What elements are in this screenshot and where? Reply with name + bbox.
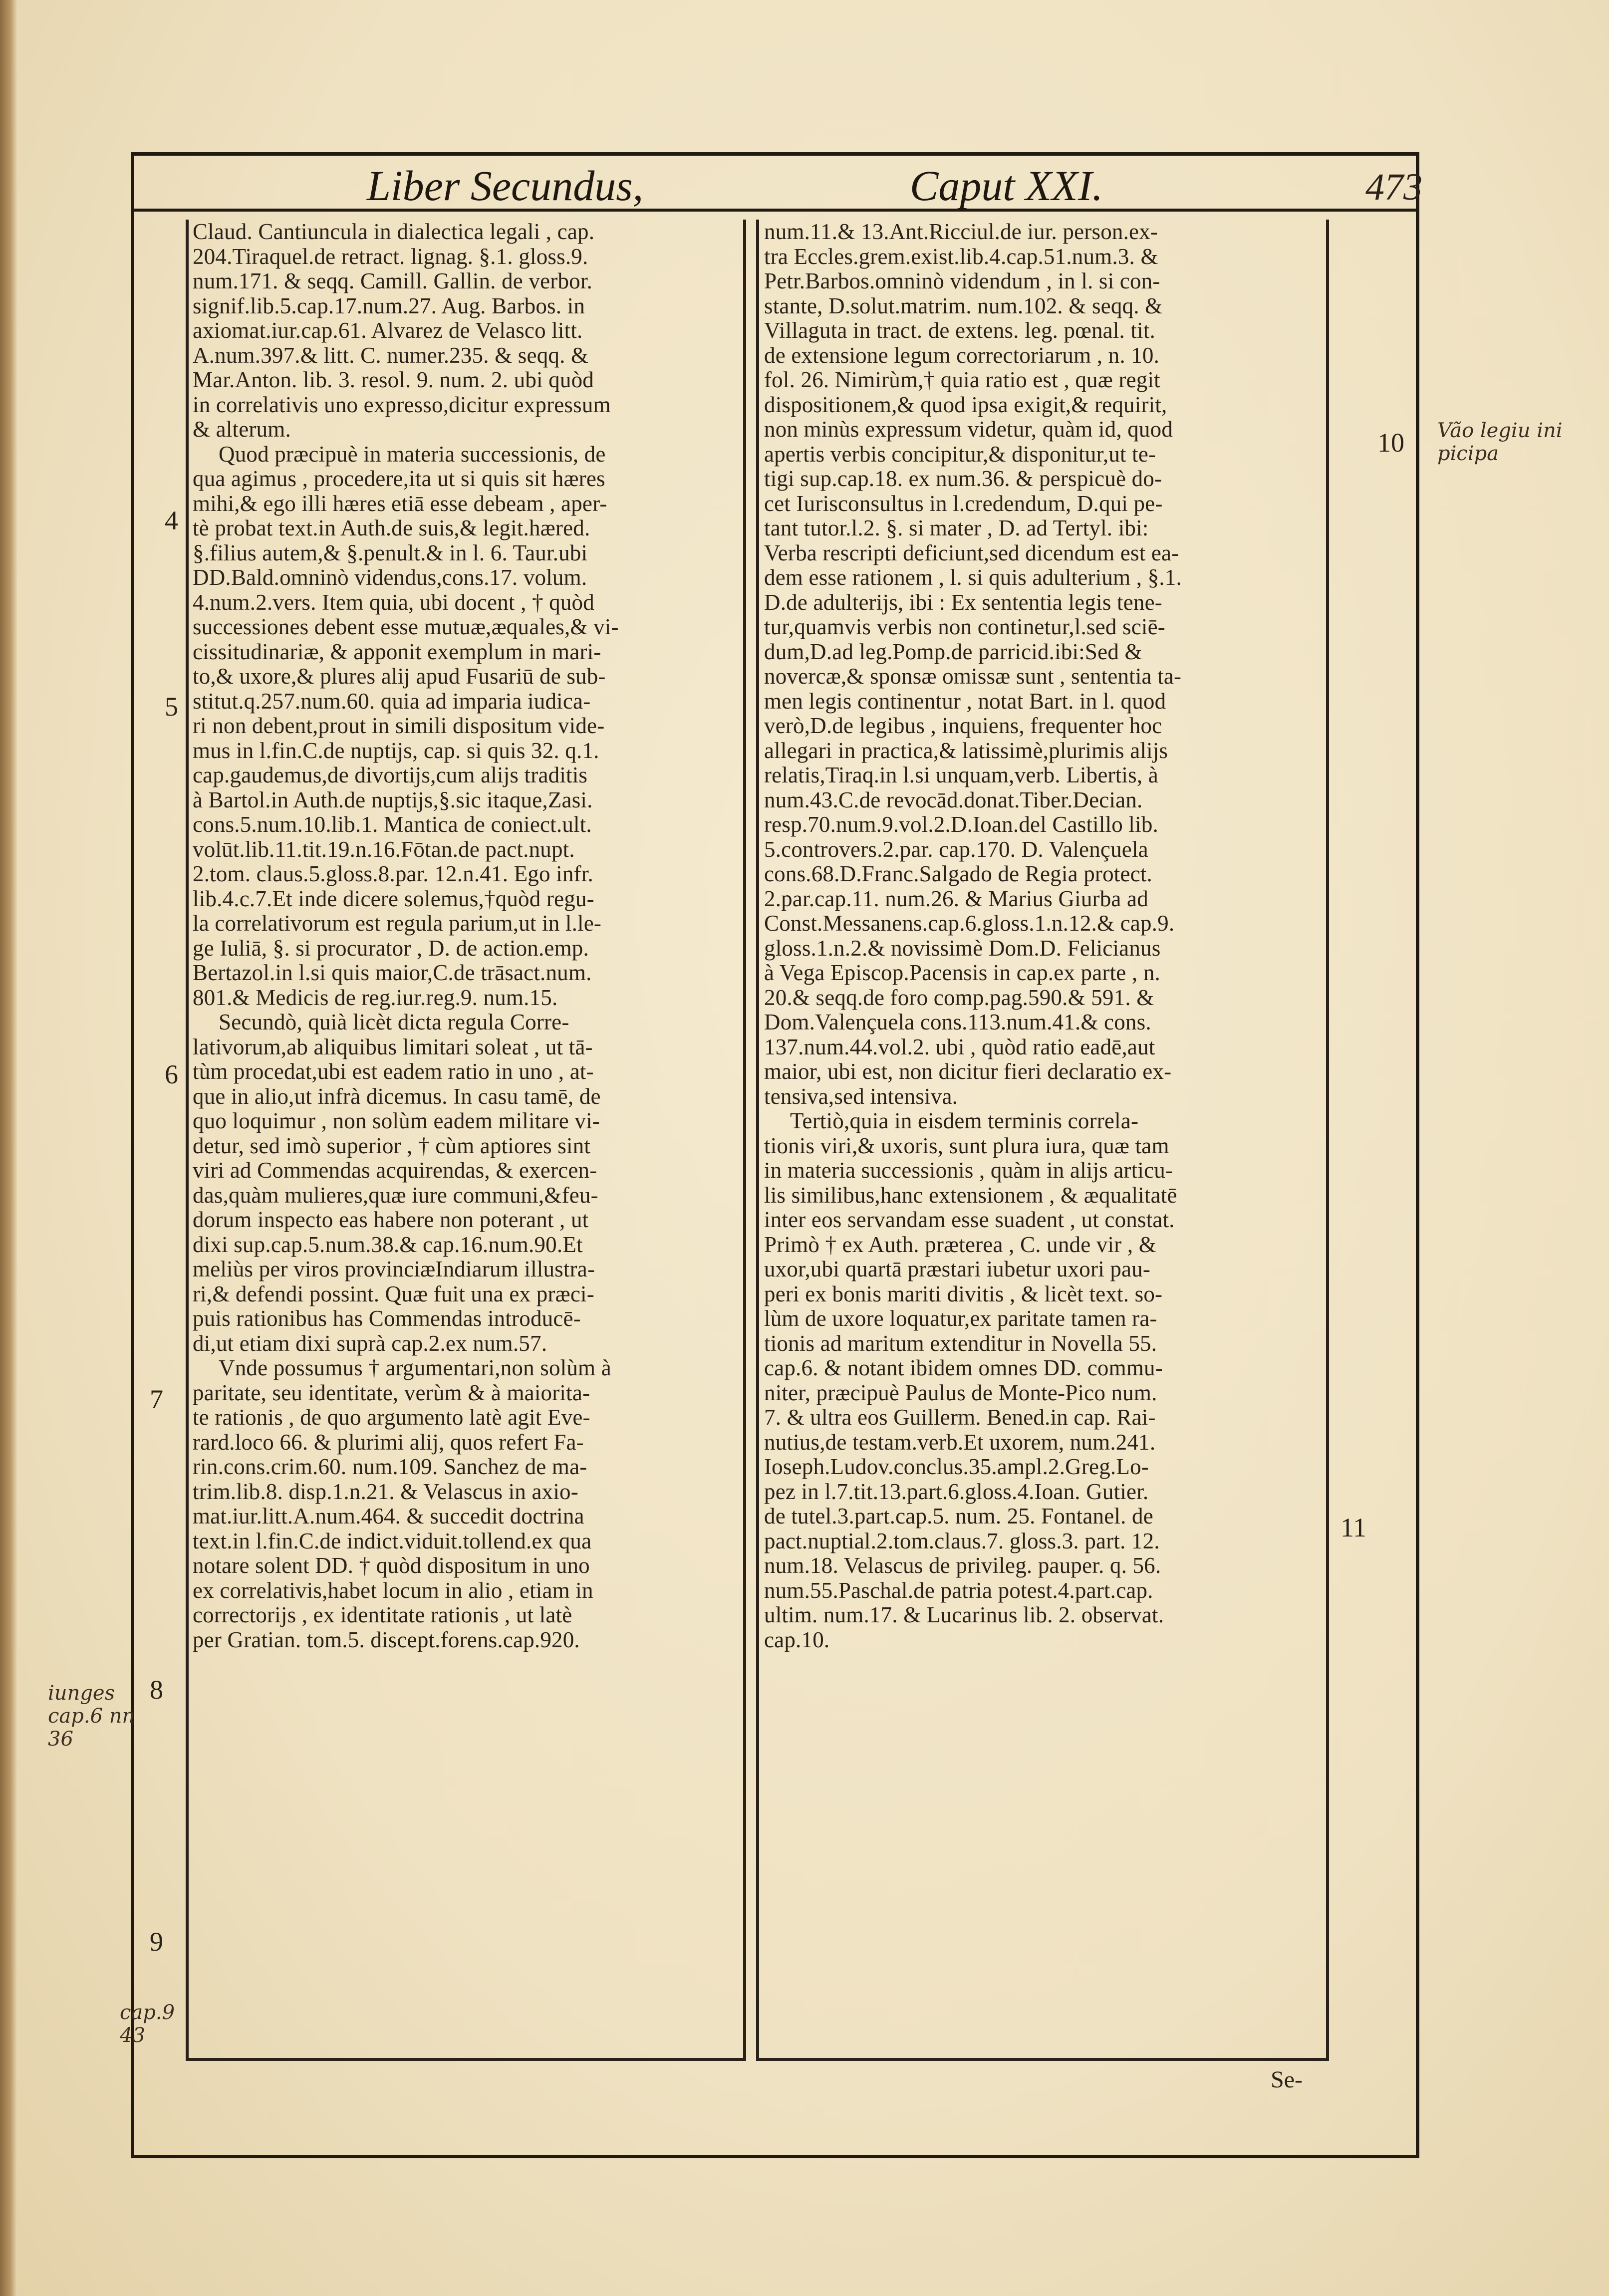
text-line: trim.lib.8. disp.1.n.21. & Velascus in axio- bbox=[193, 1479, 578, 1504]
text-line: puis rationibus has Commendas introducē- bbox=[193, 1306, 581, 1331]
text-line: Quod præcipuè in materia successionis, de bbox=[219, 442, 606, 467]
margin-number-11: 11 bbox=[1341, 1513, 1366, 1542]
margin-number-9: 9 bbox=[150, 1927, 163, 1957]
text-line: tensiva,sed intensiva. bbox=[764, 1084, 958, 1109]
text-line: Secundò, quià licèt dicta regula Corre- bbox=[219, 1010, 569, 1034]
text-line: 801.& Medicis de reg.iur.reg.9. num.15. bbox=[193, 985, 558, 1010]
text-line: rin.cons.crim.60. num.109. Sanchez de ma- bbox=[193, 1455, 587, 1479]
text-line: Bertazol.in l.si quis maior,C.de trāsact.num. bbox=[193, 961, 592, 985]
text-line: in materia successionis , quàm in alijs articu- bbox=[764, 1158, 1173, 1183]
text-line: dixi sup.cap.5.num.38.& cap.16.num.90.Et bbox=[193, 1232, 583, 1257]
binding-edge bbox=[0, 0, 17, 2296]
text-line: te rationis , de quo argumento latè agit Eve- bbox=[193, 1405, 590, 1430]
margin-number-10: 10 bbox=[1377, 428, 1404, 458]
text-line: das,quàm mulieres,quæ iure communi,&feu- bbox=[193, 1183, 598, 1208]
text-line: allegari in practica,& latissimè,plurimis alijs bbox=[764, 738, 1168, 763]
text-line: 7. & ultra eos Guillerm. Bened.in cap. Rai- bbox=[764, 1405, 1156, 1430]
text-line: apertis verbis concipitur,& disponitur,ut te- bbox=[764, 442, 1156, 467]
text-line: tionis ad maritum extenditur in Novella 55. bbox=[764, 1331, 1157, 1356]
text-line: pez in l.7.tit.13.part.6.gloss.4.Ioan. Gutier. bbox=[764, 1479, 1149, 1504]
text-line: paritate, seu identitate, verùm & à maiorita- bbox=[193, 1380, 590, 1405]
text-line: dispositionem,& quod ipsa exigit,& requirit, bbox=[764, 392, 1167, 417]
text-line: notare solent DD. † quòd dispositum in uno bbox=[193, 1553, 590, 1578]
text-line: cap.gaudemus,de divortijs,cum alijs traditis bbox=[193, 763, 588, 787]
text-line: correctorijs , ex identitate rationis , ut latè bbox=[193, 1603, 572, 1627]
text-line: cap.6. & notant ibidem omnes DD. commu- bbox=[764, 1356, 1163, 1380]
text-line: num.43.C.de revocād.donat.Tiber.Decian. bbox=[764, 787, 1143, 812]
margin-number-8: 8 bbox=[150, 1675, 163, 1705]
text-line: tigi sup.cap.18. ex num.36. & perspicuè do- bbox=[764, 467, 1162, 491]
text-line: ultim. num.17. & Lucarinus lib. 2. observat. bbox=[764, 1603, 1164, 1627]
text-line: Petr.Barbos.omninò videndum , in l. si con- bbox=[764, 269, 1160, 293]
text-line: de tutel.3.part.cap.5. num. 25. Fontanel. de bbox=[764, 1504, 1153, 1529]
text-line: dorum inspecto eas habere non poterant , ut bbox=[193, 1208, 589, 1232]
text-line: novercæ,& sponsæ omissæ sunt , sententia ta- bbox=[764, 664, 1182, 689]
text-line: §.filius autem,& §.penult.& in l. 6. Taur.ubi bbox=[193, 540, 588, 565]
text-line: cet Iurisconsultus in l.credendum, D.qui pe- bbox=[764, 491, 1163, 516]
text-line: text.in l.fin.C.de indict.viduit.tollend.ex qua bbox=[193, 1529, 592, 1553]
text-line: non minùs expressum videtur, quàm id, quod bbox=[764, 417, 1173, 442]
text-line: 204.Tiraquel.de retract. lignag. §.1. gloss.9. bbox=[193, 244, 588, 269]
left-text-column bbox=[186, 220, 746, 2061]
text-line: successiones debent esse mutuæ,æquales,& vi- bbox=[193, 615, 619, 639]
text-line: & alterum. bbox=[193, 417, 291, 442]
text-line: 2.tom. claus.5.gloss.8.par. 12.n.41. Ego infr. bbox=[193, 862, 593, 886]
text-line: to,& uxore,& plures alij apud Fusariū de sub- bbox=[193, 664, 606, 689]
margin-number-6: 6 bbox=[165, 1059, 178, 1089]
text-line: in correlativis uno expresso,dicitur expressum bbox=[193, 392, 611, 417]
catchword: Se- bbox=[1271, 2066, 1303, 2093]
margin-number-7: 7 bbox=[150, 1384, 163, 1414]
text-line: mus in l.fin.C.de nuptijs, cap. si quis 32. q.1. bbox=[193, 738, 599, 763]
text-line: nutius,de testam.verb.Et uxorem, num.241. bbox=[764, 1430, 1156, 1455]
text-line: la correlativorum est regula parium,ut in l.le- bbox=[193, 911, 602, 936]
margin-number-4: 4 bbox=[165, 506, 178, 535]
text-line: signif.lib.5.cap.17.num.27. Aug. Barbos. in bbox=[193, 293, 585, 318]
text-line: ex correlativis,habet locum in alio , etiam in bbox=[193, 1578, 593, 1603]
text-line: men legis continentur , notat Bart. in l. quod bbox=[764, 689, 1166, 714]
text-line: axiomat.iur.cap.61. Alvarez de Velasco litt. bbox=[193, 318, 583, 343]
text-line: resp.70.num.9.vol.2.D.Ioan.del Castillo lib. bbox=[764, 812, 1158, 837]
text-line: detur, sed imò superior , † cùm aptiores sint bbox=[193, 1133, 591, 1158]
text-line: Mar.Anton. lib. 3. resol. 9. num. 2. ubi quòd bbox=[193, 368, 594, 392]
handwritten-note-left-middle: iunges cap.6 nn 36 bbox=[48, 1682, 135, 1751]
text-line: meliùs per viros provinciæIndiarum illustra- bbox=[193, 1257, 595, 1281]
text-line: tra Eccles.grem.exist.lib.4.cap.51.num.3. & bbox=[764, 244, 1158, 269]
text-line: mihi,& ego illi hæres etiā esse debeam , aper- bbox=[193, 491, 607, 516]
text-line: cap.10. bbox=[764, 1627, 830, 1652]
text-line: stante, D.solut.matrim. num.102. & seqq. & bbox=[764, 293, 1163, 318]
text-line: dum,D.ad leg.Pomp.de parricid.ibi:Sed & bbox=[764, 639, 1142, 664]
text-line: mat.iur.litt.A.num.464. & succedit doctrina bbox=[193, 1504, 584, 1529]
text-line: maior, ubi est, non dicitur fieri declaratio ex- bbox=[764, 1059, 1172, 1084]
text-line: Tertiò,quia in eisdem terminis correla- bbox=[790, 1109, 1139, 1133]
text-line: D.de adulterijs, ibi : Ex sententia legis tene- bbox=[764, 590, 1162, 615]
text-line: num.171. & seqq. Camill. Gallin. de verbor. bbox=[193, 269, 592, 293]
text-line: A.num.397.& litt. C. numer.235. & seqq. & bbox=[193, 343, 589, 368]
running-head-left: Liber Secundus, bbox=[367, 162, 644, 210]
text-line: 2.par.cap.11. num.26. & Marius Giurba ad bbox=[764, 886, 1148, 911]
text-line: tùm procedat,ubi est eadem ratio in uno , at- bbox=[193, 1059, 594, 1084]
text-line: uxor,ubi quartā præstari iubetur uxori pau- bbox=[764, 1257, 1151, 1281]
margin-number-5: 5 bbox=[165, 692, 178, 722]
text-line: rard.loco 66. & plurimi alij, quos refert Fa- bbox=[193, 1430, 584, 1455]
handwritten-note-left-bottom: cap.9 43 bbox=[120, 2001, 175, 2047]
text-line: cons.5.num.10.lib.1. Mantica de coniect.ult. bbox=[193, 812, 592, 837]
text-line: Dom.Valençuela cons.113.num.41.& cons. bbox=[764, 1010, 1151, 1034]
text-line: Const.Messanens.cap.6.gloss.1.n.12.& cap.9. bbox=[764, 911, 1175, 936]
text-line: niter, præcipuè Paulus de Monte-Pico num. bbox=[764, 1380, 1157, 1405]
text-line: tionis viri,& uxoris, sunt plura iura, quæ tam bbox=[764, 1133, 1169, 1158]
text-line: ge Iuliā, §. si procurator , D. de action.emp. bbox=[193, 936, 589, 961]
text-line: cons.68.D.Franc.Salgado de Regia protect. bbox=[764, 862, 1152, 886]
text-line: Vnde possumus † argumentari,non solùm à bbox=[219, 1356, 611, 1380]
text-line: tant tutor.l.2. §. si mater , D. ad Tertyl. ibi: bbox=[764, 516, 1149, 540]
text-line: per Gratian. tom.5. discept.forens.cap.920. bbox=[193, 1627, 580, 1652]
text-line: à Vega Episcop.Pacensis in cap.ex parte , n. bbox=[764, 961, 1160, 985]
text-line: tur,quamvis verbis non continetur,l.sed sciē- bbox=[764, 615, 1165, 639]
text-line: Claud. Cantiuncula in dialectica legali , cap. bbox=[193, 220, 595, 244]
text-line: num.18. Velascus de privileg. pauper. q. 56. bbox=[764, 1553, 1161, 1578]
text-line: cissitudinariæ, & apponit exemplum in mari- bbox=[193, 639, 601, 664]
text-line: ri non debent,prout in simili dispositum vide- bbox=[193, 714, 605, 738]
text-line: stitut.q.257.num.60. quia ad imparia iudica- bbox=[193, 689, 591, 714]
text-line: pact.nuptial.2.tom.claus.7. gloss.3. part. 12. bbox=[764, 1529, 1160, 1553]
text-line: Ioseph.Ludov.conclus.35.ampl.2.Greg.Lo- bbox=[764, 1455, 1149, 1479]
text-line: que in alio,ut infrà dicemus. In casu tamē, de bbox=[193, 1084, 601, 1109]
text-line: Villaguta in tract. de extens. leg. pœnal. tit. bbox=[764, 318, 1155, 343]
text-line: 4.num.2.vers. Item quia, ubi docent , † quòd bbox=[193, 590, 594, 615]
text-line: tè probat text.in Auth.de suis,& legit.hæred. bbox=[193, 516, 590, 540]
text-line: Primò † ex Auth. præterea , C. unde vir , & bbox=[764, 1232, 1156, 1257]
text-line: relatis,Tiraq.in l.si unquam,verb. Libertis, à bbox=[764, 763, 1158, 787]
text-line: à Bartol.in Auth.de nuptijs,§.sic itaque,Zasi. bbox=[193, 787, 593, 812]
text-line: qua agimus , procedere,ita ut si quis sit hæres bbox=[193, 467, 605, 491]
text-line: lativorum,ab aliquibus limitari soleat , ut tā- bbox=[193, 1034, 593, 1059]
text-line: gloss.1.n.2.& novissimè Dom.D. Felicianus bbox=[764, 936, 1161, 961]
text-line: di,ut etiam dixi suprà cap.2.ex num.57. bbox=[193, 1331, 547, 1356]
text-line: 137.num.44.vol.2. ubi , quòd ratio eadē,aut bbox=[764, 1034, 1155, 1059]
running-head-right: Caput XXI. bbox=[910, 162, 1103, 210]
text-line: Verba rescripti deficiunt,sed dicendum est ea- bbox=[764, 540, 1179, 565]
text-line: lib.4.c.7.Et inde dicere solemus,†quòd regu- bbox=[193, 886, 594, 911]
text-line: viri ad Commendas acquirendas, & exercen- bbox=[193, 1158, 597, 1183]
text-line: lùm de uxore loquatur,ex paritate tamen ra- bbox=[764, 1306, 1157, 1331]
header-rule bbox=[131, 209, 1419, 212]
text-line: peri ex bonis mariti divitis , & licèt text. so- bbox=[764, 1281, 1163, 1306]
text-line: fol. 26. Nimirùm,† quia ratio est , quæ regit bbox=[764, 368, 1160, 392]
text-line: lis similibus,hanc extensionem , & æqualitatē bbox=[764, 1183, 1177, 1208]
text-line: num.55.Paschal.de patria potest.4.part.cap. bbox=[764, 1578, 1153, 1603]
text-line: inter eos servandam esse suadent , ut constat. bbox=[764, 1208, 1175, 1232]
text-line: verò,D.de legibus , inquiens, frequenter hoc bbox=[764, 714, 1162, 738]
handwritten-note-right: Vão legiu ini picipa bbox=[1437, 419, 1563, 465]
text-line: quo loquimur , non solùm eadem militare vi- bbox=[193, 1109, 600, 1133]
text-line: num.11.& 13.Ant.Ricciul.de iur. person.ex- bbox=[764, 220, 1158, 244]
page-number: 473 bbox=[1365, 166, 1422, 208]
text-line: DD.Bald.omninò videndus,cons.17. volum. bbox=[193, 565, 587, 590]
text-line: volūt.lib.11.tit.19.n.16.Fōtan.de pact.nupt. bbox=[193, 837, 575, 862]
text-line: 20.& seqq.de foro comp.pag.590.& 591. & bbox=[764, 985, 1154, 1010]
text-line: de extensione legum correctoriarum , n. 10. bbox=[764, 343, 1160, 368]
text-line: dem esse rationem , l. si quis adulterium , §.1. bbox=[764, 565, 1182, 590]
text-line: ri,& defendi possint. Quæ fuit una ex præci- bbox=[193, 1281, 594, 1306]
text-line: 5.controvers.2.par. cap.170. D. Valençuela bbox=[764, 837, 1148, 862]
right-text-column bbox=[756, 220, 1329, 2061]
